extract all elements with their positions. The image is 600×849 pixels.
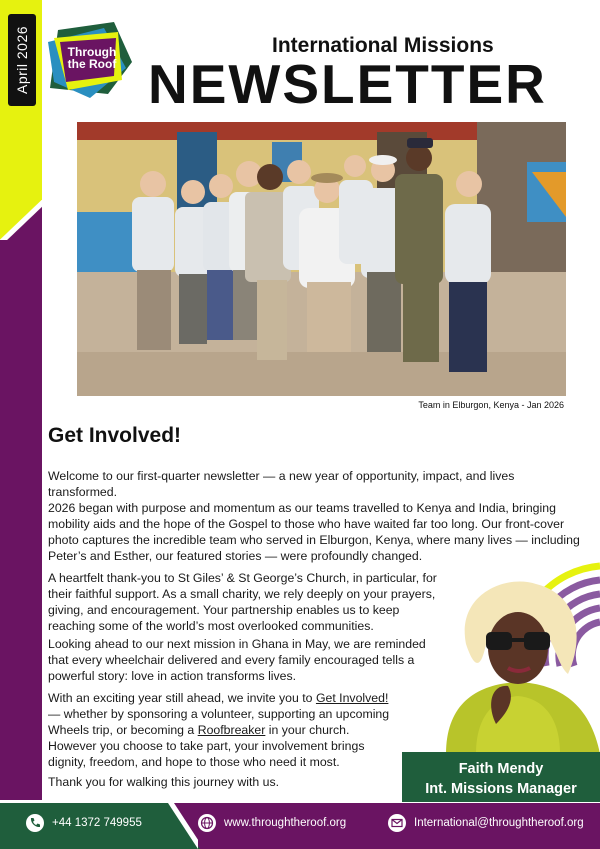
paragraph-ghana: Looking ahead to our next mission in Ghana in May, we are reminded that every wheelchair delivered and every family encouraged tells a powerful story: love in action transforms lives.	[48, 637, 426, 683]
phone-icon	[26, 814, 44, 832]
photo-caption: Team in Elburgon, Kenya - Jan 2026	[418, 400, 564, 410]
paragraph-2026-missions: 2026 began with purpose and momentum as our teams travelled to Kenya and India, bringing mobility aids and the hope of the Gospel to those who have waited far too long. Our front-cover photo captures the incredible team who served in Elburgon, Kenya, where many lives — including Peter’s and Esther, our featured stories — were profoundly changed.	[48, 501, 580, 563]
phone-number: +44 1372 749955	[52, 817, 142, 829]
newsletter-kicker: International Missions	[272, 34, 494, 57]
left-strip-divider	[0, 200, 42, 240]
website-url: www.throughtheroof.org	[224, 817, 347, 829]
logo-wordmark: Through the Roof	[67, 45, 117, 71]
globe-icon	[198, 814, 216, 832]
roofbreaker-link[interactable]: Roofbreaker	[197, 723, 266, 737]
paragraph-thanks: A heartfelt thank-you to St Giles’ & St George’s Church, in particular, for their faithful support. As a small charity, we rely deeply on your prayers, giving, and encouragement. Your partnership enables us to keep reaching some of the world’s most overlooked communities.	[48, 571, 437, 633]
issue-date: April 2026	[14, 25, 30, 95]
team-photo	[77, 122, 566, 396]
email-icon	[388, 814, 406, 832]
section-title: Get Involved!	[48, 424, 182, 447]
footer-email[interactable]	[388, 814, 584, 832]
paragraph-closing: Thank you for walking this journey with us.	[48, 775, 280, 789]
manager-portrait	[436, 574, 600, 754]
manager-name: Faith Mendy	[458, 761, 544, 777]
paragraph-invitation: With an exciting year still ahead, we invite you to Get Involved! — whether by sponsoring a volunteer, supporting an upcoming Wheels trip, or becoming a Roofbreaker in your church. However you choose to take part, your involvement brings dignity, freedom, and hope to those who need it most.	[48, 691, 390, 769]
paragraph-welcome: Welcome to our first-quarter newsletter — a new year of opportunity, impact, and lives transformed.	[48, 469, 515, 499]
get-involved-link[interactable]: Get Involved!	[315, 691, 389, 705]
manager-role: Int. Missions Manager	[425, 781, 577, 797]
footer-website[interactable]	[198, 814, 346, 832]
left-strip-purple	[0, 200, 42, 800]
manager-name-card	[402, 752, 600, 802]
footer-phone[interactable]	[26, 814, 142, 832]
email-address: International@throughtheroof.org	[414, 817, 584, 829]
newsletter-masthead: NEWSLETTER	[148, 53, 547, 115]
